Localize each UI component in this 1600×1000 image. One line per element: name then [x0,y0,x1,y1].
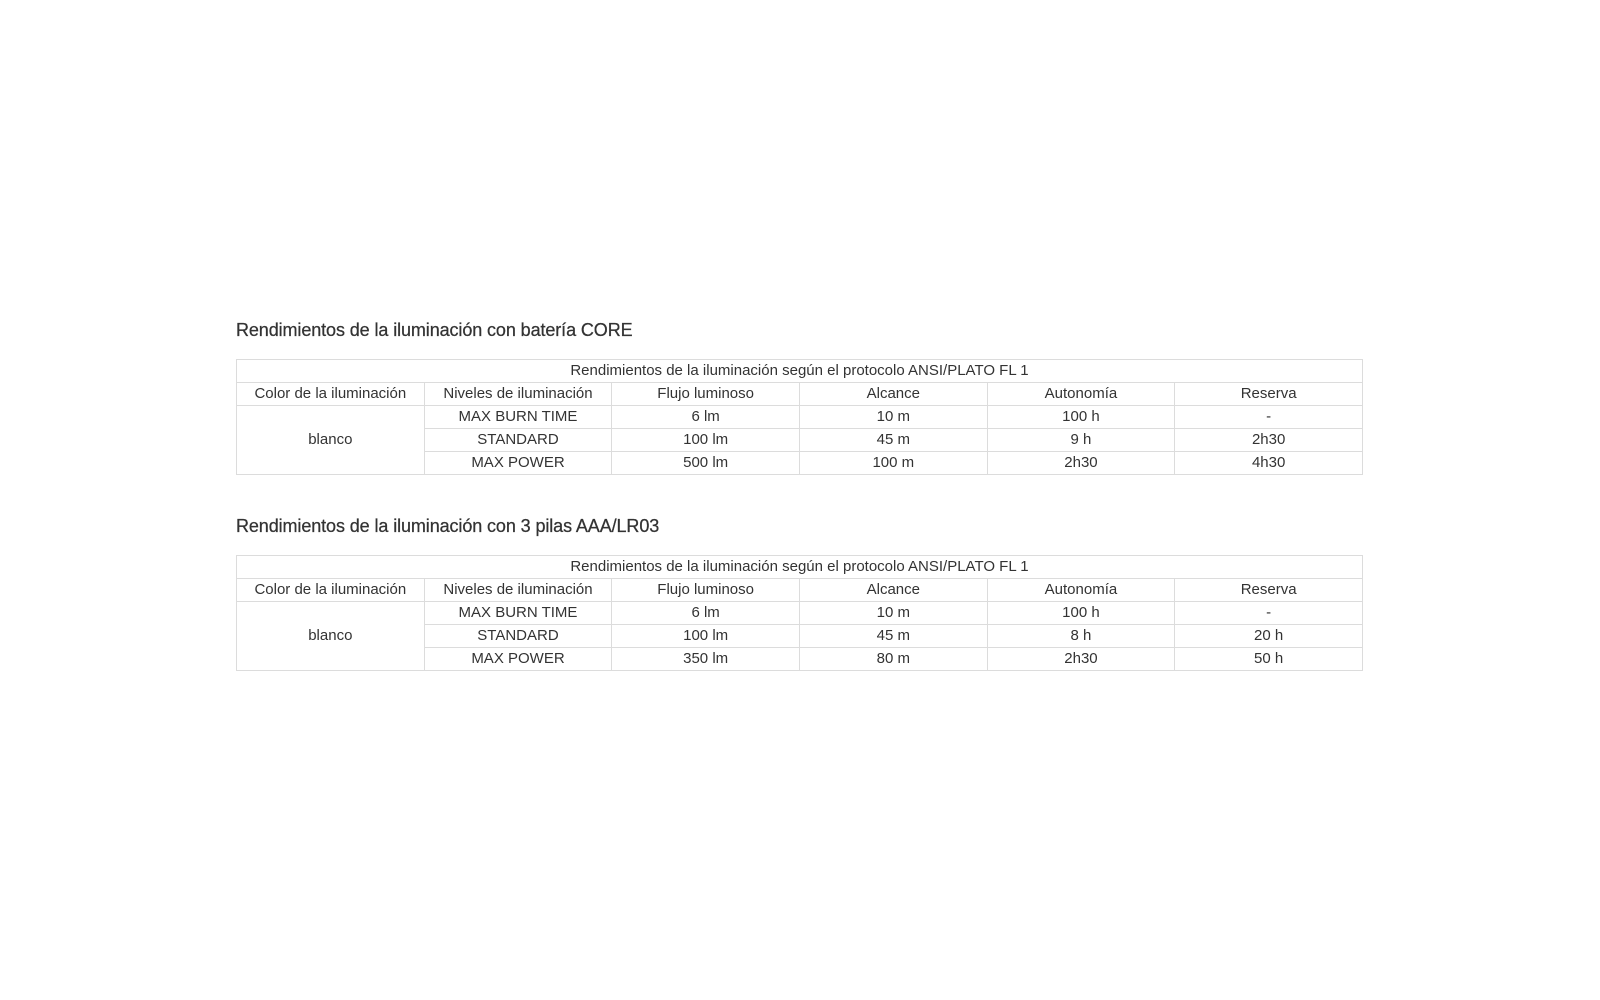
performance-section-aaa [236,514,1362,671]
cell-range: 45 m [799,429,987,452]
cell-flux: 100 lm [612,625,800,648]
cell-reserve: 20 h [1175,625,1363,648]
table-row [237,406,1363,429]
cell-autonomy: 8 h [987,625,1175,648]
header-autonomy: Autonomía [987,383,1175,406]
table-caption-row [237,360,1363,383]
cell-color: blanco [237,602,425,671]
table-caption: Rendimientos de la iluminación según el protocolo ANSI/PLATO FL 1 [237,360,1363,383]
section-title: Rendimientos de la iluminación con 3 pilas AAA/LR03 [236,516,660,536]
cell-level: STANDARD [424,429,612,452]
cell-reserve: 50 h [1175,648,1363,671]
cell-reserve: 4h30 [1175,452,1363,475]
cell-autonomy: 2h30 [987,648,1175,671]
cell-range: 45 m [799,625,987,648]
header-flux: Flujo luminoso [612,383,800,406]
performance-table [236,555,1363,671]
cell-range: 100 m [799,452,987,475]
cell-range: 10 m [799,406,987,429]
header-color: Color de la iluminación [237,383,425,406]
header-levels: Niveles de iluminación [424,579,612,602]
cell-reserve: - [1175,602,1363,625]
header-reserve: Reserva [1175,383,1363,406]
table-caption: Rendimientos de la iluminación según el protocolo ANSI/PLATO FL 1 [237,556,1363,579]
header-color: Color de la iluminación [237,579,425,602]
table-header-row [237,383,1363,406]
table-row [237,602,1363,625]
section-title: Rendimientos de la iluminación con batería CORE [236,320,633,340]
cell-range: 10 m [799,602,987,625]
cell-reserve: - [1175,406,1363,429]
header-levels: Niveles de iluminación [424,383,612,406]
cell-level: MAX BURN TIME [424,602,612,625]
cell-level: MAX BURN TIME [424,406,612,429]
cell-level: MAX POWER [424,648,612,671]
performance-table [236,359,1363,475]
performance-section-core [236,318,1362,475]
header-range: Alcance [799,383,987,406]
cell-reserve: 2h30 [1175,429,1363,452]
cell-flux: 100 lm [612,429,800,452]
header-reserve: Reserva [1175,579,1363,602]
cell-color: blanco [237,406,425,475]
cell-flux: 6 lm [612,602,800,625]
header-autonomy: Autonomía [987,579,1175,602]
cell-range: 80 m [799,648,987,671]
cell-flux: 6 lm [612,406,800,429]
cell-level: MAX POWER [424,452,612,475]
cell-flux: 350 lm [612,648,800,671]
cell-autonomy: 2h30 [987,452,1175,475]
table-caption-row [237,556,1363,579]
header-flux: Flujo luminoso [612,579,800,602]
cell-autonomy: 100 h [987,602,1175,625]
header-range: Alcance [799,579,987,602]
cell-level: STANDARD [424,625,612,648]
cell-flux: 500 lm [612,452,800,475]
cell-autonomy: 100 h [987,406,1175,429]
table-header-row [237,579,1363,602]
cell-autonomy: 9 h [987,429,1175,452]
